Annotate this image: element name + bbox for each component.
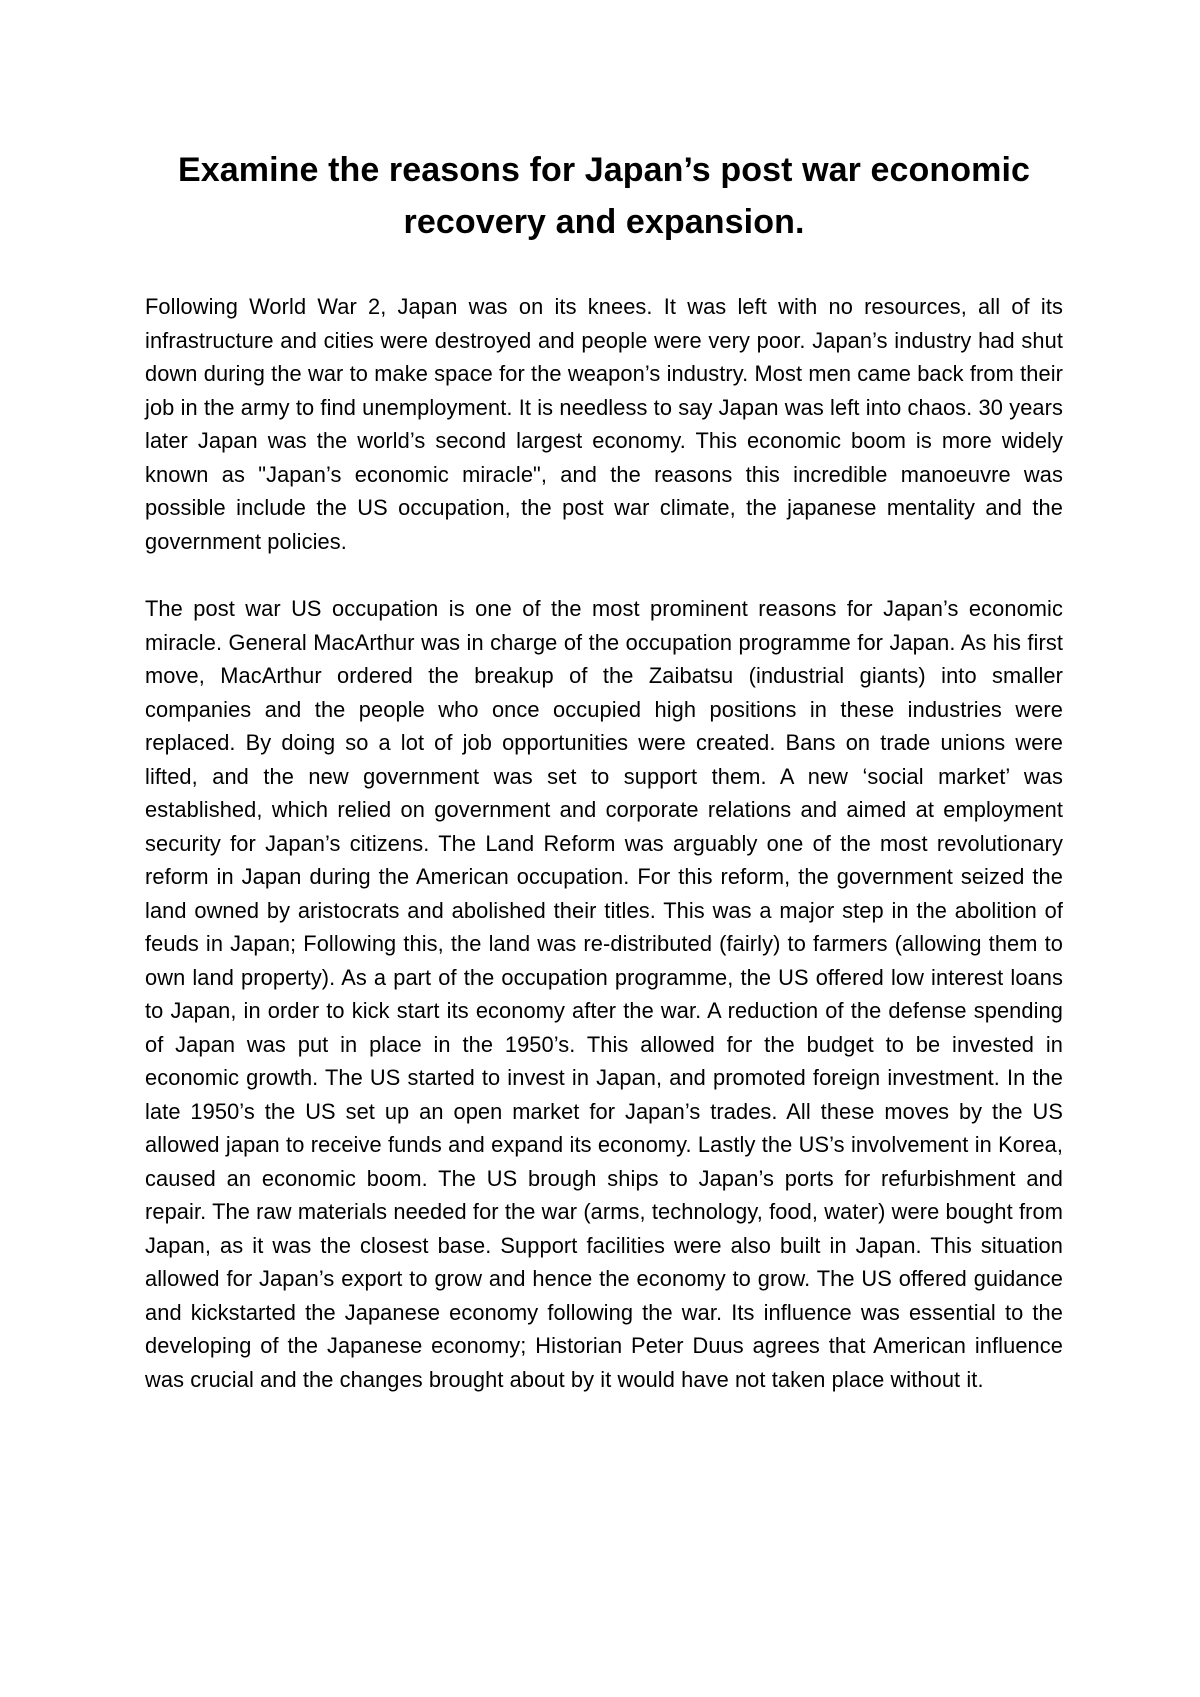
document-content [145, 144, 1063, 1430]
paragraph-us-occupation: The post war US occupation is one of the most prominent reasons for Japan’s economic miracle. General MacArthur was in charge of the occupation programme for Japan. As his first move, MacArthur ordered the breakup of the Zaibatsu (industrial giants) into smaller companies and the people who once occupied high positions in these industries were replaced. By doing so a lot of job opportunities were created. Bans on trade unions were lifted, and the new government was set to support them. A new ‘social market’ was established, which relied on government and corporate relations and aimed at employment security for Japan’s citizens. The Land Reform was arguably one of the most revolutionary reform in Japan during the American occupation. For this reform, the government seized the land owned by aristocrats and abolished their titles. This was a major step in the abolition of feuds in Japan; Following this, the land was re-distributed (fairly) to farmers (allowing them to own land property). As a part of the occupation programme, the US offered low interest loans to Japan, in order to kick start its economy after the war. A reduction of the defense spending of Japan was put in place in the 1950’s. This allowed for the budget to be invested in economic growth. The US started to invest in Japan, and promoted foreign investment. In the late 1950’s the US set up an open market for Japan’s trades. All these moves by the US allowed japan to receive funds and expand its economy. Lastly the US’s involvement in Korea, caused an economic boom. The US brough ships to Japan’s ports for refurbishment and repair. The raw materials needed for the war (arms, technology, food, water) were bought from Japan, as it was the closest base. Support facilities were also built in Japan. This situation allowed for Japan’s export to grow and hence the economy to grow. The US offered guidance and kickstarted the Japanese economy following the war. Its influence was essential to the developing of the Japanese economy; Historian Peter Duus agrees that American influence was crucial and the changes brought about by it would have not taken place without it. [145, 596, 1063, 1392]
paragraph-introduction: Following World War 2, Japan was on its knees. It was left with no resources, all of its infrastructure and cities were destroyed and people were very poor. Japan’s industry had shut down during the war to make space for the weapon’s industry. Most men came back from their job in the army to find unemployment. It is needless to say Japan was left into chaos. 30 years later Japan was the world’s second largest economy. This economic boom is more widely known as "Japan’s economic miracle", and the reasons this incredible manoeuvre was possible include the US occupation, the post war climate, the japanese mentality and the government policies. [145, 294, 1063, 554]
document-title: Examine the reasons for Japan’s post war economic recovery and expansion. [177, 151, 1031, 241]
